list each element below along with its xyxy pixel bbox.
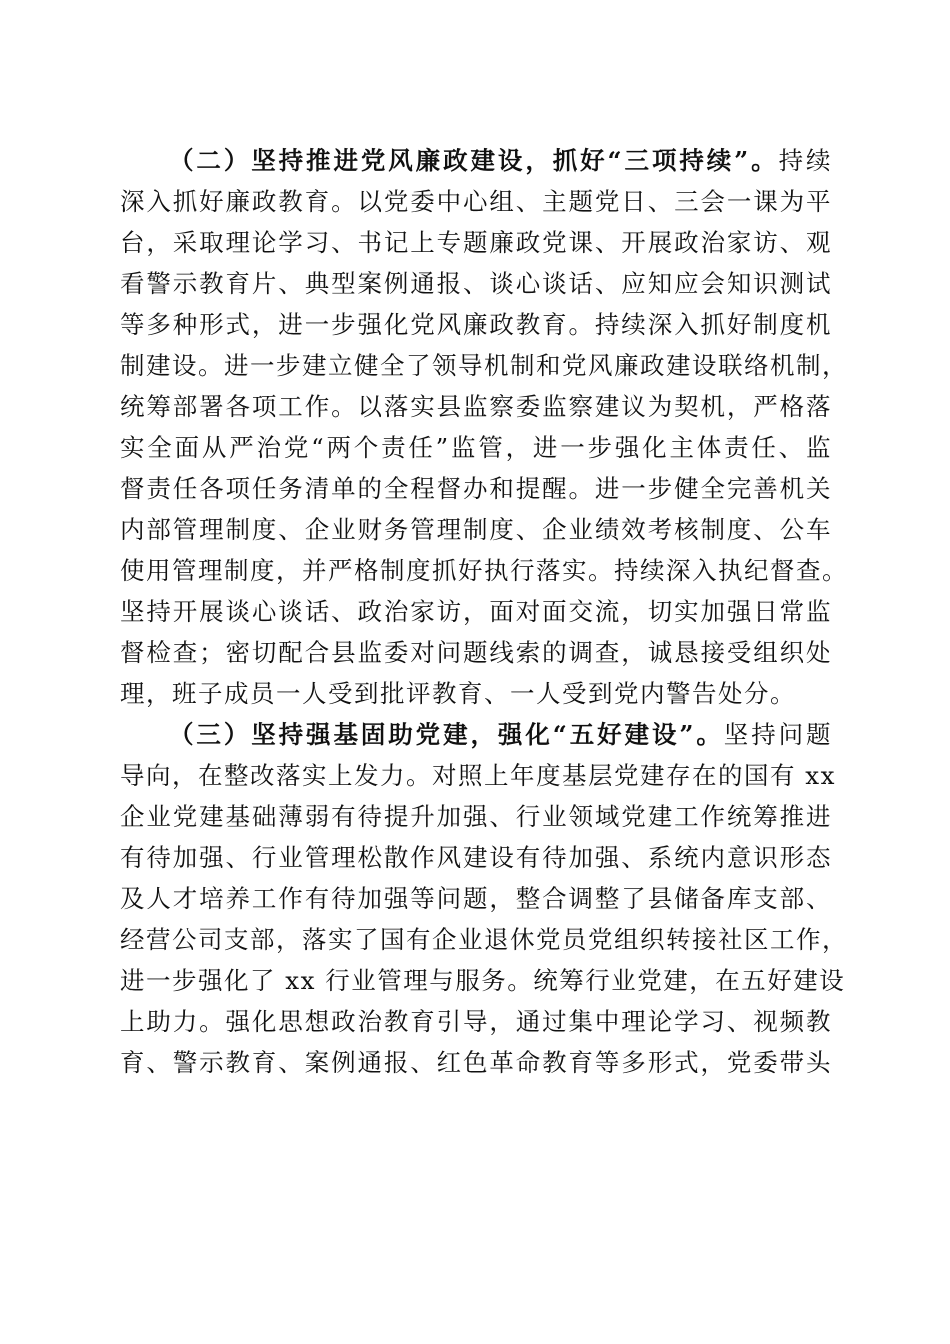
paragraph-line: 等多种形式，进一步强化党风廉政教育。持续深入抓好制度机 bbox=[120, 310, 832, 339]
section-3-first-line bbox=[120, 714, 832, 755]
paragraph-line: 督检查；密切配合县监委对问题线索的调查，诚恳接受组织处 bbox=[120, 638, 832, 667]
paragraph-line: 经营公司支部，落实了国有企业退休党员党组织转接社区工作， bbox=[120, 925, 848, 954]
paragraph-line: 理，班子成员一人受到批评教育、一人受到党内警告处分。 bbox=[120, 679, 796, 708]
paragraph-line: 实全面从严治党“两个责任”监管，进一步强化主体责任、监 bbox=[120, 433, 832, 462]
paragraph-line: 上助力。强化思想政治教育引导，通过集中理论学习、视频教 bbox=[120, 1007, 832, 1036]
paragraph-line: 看警示教育片、典型案例通报、谈心谈话、应知应会知识测试 bbox=[120, 269, 832, 298]
section-3-heading: （三）坚持强基固助党建，强化“五好建设”。 bbox=[169, 720, 724, 749]
section-3-first-line-text: 坚持问题 bbox=[723, 720, 833, 749]
paragraph-line: 统筹部署各项工作。以落实县监察委监察建议为契机，严格落 bbox=[120, 392, 832, 421]
paragraph-line: 使用管理制度，并严格制度抓好执行落实。持续深入执纪督查。 bbox=[120, 556, 848, 585]
paragraph-line: 及人才培养工作有待加强等问题，整合调整了县储备库支部、 bbox=[120, 884, 832, 913]
section-2-first-line bbox=[120, 140, 832, 181]
section-2-heading: （二）坚持推进党风廉政建设，抓好“三项持续”。 bbox=[169, 146, 779, 175]
paragraph-line: 制建设。进一步建立健全了领导机制和党风廉政建设联络机制， bbox=[120, 351, 848, 380]
section-2-first-line-text: 持续 bbox=[778, 146, 833, 175]
document-body bbox=[120, 140, 848, 1083]
paragraph-line: 台，采取理论学习、书记上专题廉政党课、开展政治家访、观 bbox=[120, 228, 832, 257]
paragraph-line: 有待加强、行业管理松散作风建设有待加强、系统内意识形态 bbox=[120, 843, 832, 872]
paragraph-line: 深入抓好廉政教育。以党委中心组、主题党日、三会一课为平 bbox=[120, 187, 832, 216]
paragraph-line: 导向，在整改落实上发力。对照上年度基层党建存在的国有 xx bbox=[120, 761, 836, 790]
paragraph-line: 坚持开展谈心谈话、政治家访，面对面交流，切实加强日常监 bbox=[120, 597, 832, 626]
paragraph-line: 进一步强化了 xx 行业管理与服务。统筹行业党建，在五好建设 bbox=[120, 966, 846, 995]
paragraph-line: 督责任各项任务清单的全程督办和提醒。进一步健全完善机关 bbox=[120, 474, 832, 503]
paragraph-line: 内部管理制度、企业财务管理制度、企业绩效考核制度、公车 bbox=[120, 515, 832, 544]
paragraph-line: 企业党建基础薄弱有待提升加强、行业领域党建工作统筹推进 bbox=[120, 802, 832, 831]
paragraph-line: 育、警示教育、案例通报、红色革命教育等多形式，党委带头 bbox=[120, 1048, 832, 1077]
